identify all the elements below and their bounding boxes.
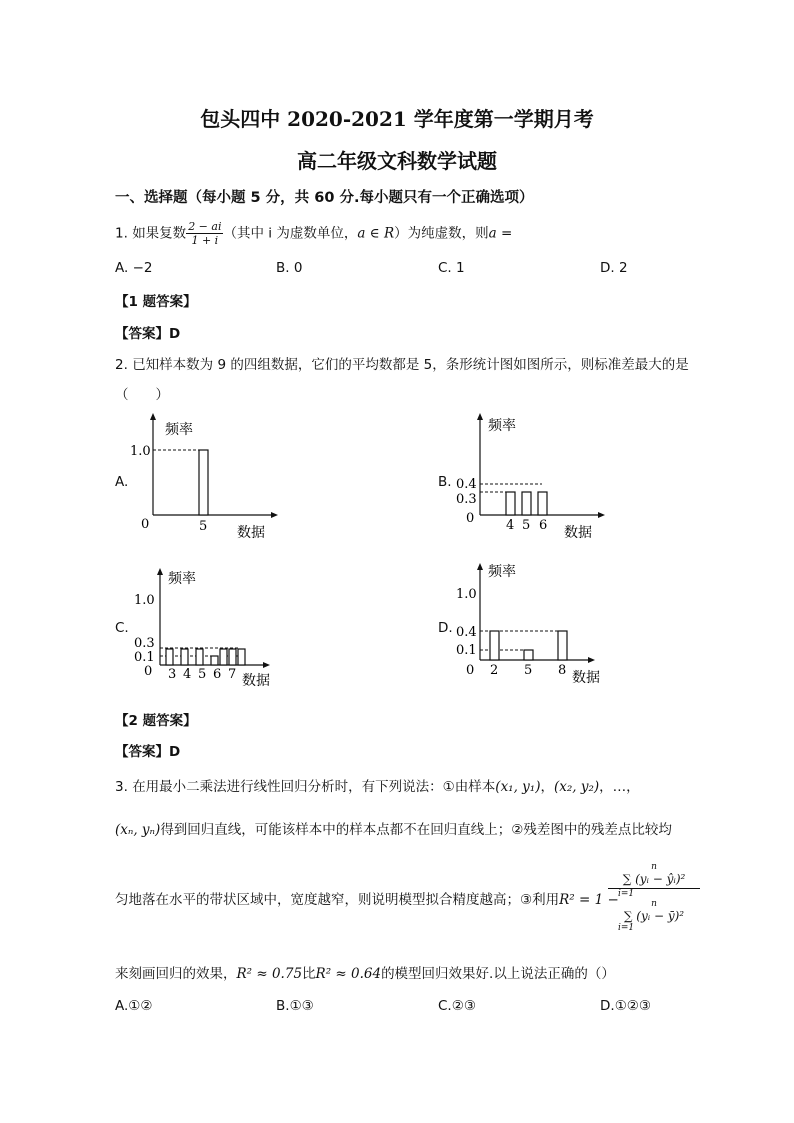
- option-b: B. 0: [276, 260, 303, 276]
- x-tick-label: 3: [168, 667, 177, 682]
- bar: [220, 649, 227, 665]
- question-3-line2: (xₙ, yₙ)得到回归直线，可能该样本中的样本点都不在回归直线上；②残差图中的残差点比较均: [115, 822, 672, 838]
- x-axis-label: 数据: [237, 525, 265, 541]
- x-tick-label: 5: [522, 518, 531, 533]
- x-axis-label: 数据: [564, 525, 592, 541]
- option-a: A.①②: [115, 998, 153, 1014]
- r-squared-fraction: n ∑ (yᵢ − ŷᵢ)² i=1 n ∑ (yᵢ − ȳ)² i=1: [608, 862, 700, 933]
- answer-header: 【1 题答案】: [115, 294, 197, 310]
- option-b: B.①③: [276, 998, 314, 1014]
- x-tick-label: 2: [490, 663, 499, 678]
- chart-a-label: A.: [115, 474, 129, 490]
- question-number: 1.: [115, 225, 128, 242]
- bar: [199, 450, 208, 515]
- chart-b: [452, 410, 612, 545]
- y-tick-label: 0.4: [456, 477, 477, 492]
- y-tick-label: 0.4: [456, 625, 477, 640]
- x-axis-label: 数据: [572, 670, 600, 686]
- x-tick-label: 6: [539, 518, 548, 533]
- option-c: C.②③: [438, 998, 476, 1014]
- y-tick-label: 1.0: [456, 587, 477, 602]
- answer-header: 【2 题答案】: [115, 713, 197, 729]
- bar: [538, 492, 547, 515]
- chart-c: [130, 565, 280, 690]
- origin-label: 0: [144, 664, 153, 679]
- x-axis-label: 数据: [242, 673, 270, 689]
- question-3: 3. 在用最小二乘法进行线性回归分析时，有下列说法：①由样本(x₁, y₁)，(x₂, y₂)，…，: [115, 779, 640, 795]
- origin-label: 0: [466, 663, 475, 678]
- y-tick-label: 0.1: [134, 650, 155, 665]
- x-tick-label: 8: [558, 663, 567, 678]
- origin-label: 0: [141, 517, 150, 532]
- question-3-line3: 匀地落在水平的带状区域中，宽度越窄，则说明模型拟合精度越高；③利用R² = 1 −: [115, 892, 619, 908]
- bar: [211, 656, 218, 665]
- section-heading: 一、选择题（每小题 5 分，共 60 分.每小题只有一个正确选项）: [115, 190, 534, 206]
- question-2-paren: （ ）: [115, 387, 169, 403]
- chart-c-label: C.: [115, 620, 129, 636]
- y-axis-label: 频率: [488, 418, 516, 434]
- option-d: D.①②③: [600, 998, 651, 1014]
- option-a: A. −2: [115, 260, 153, 276]
- x-tick-label: 5: [199, 519, 208, 534]
- bar: [196, 649, 203, 665]
- x-tick-label: 5: [198, 667, 207, 682]
- bar: [490, 631, 499, 660]
- page-title: 包头四中 2020-2021 学年度第一学期月考: [200, 107, 594, 131]
- y-axis-label: 频率: [488, 564, 516, 580]
- bar: [524, 650, 533, 660]
- bar: [506, 492, 515, 515]
- y-axis-label: 频率: [165, 422, 193, 438]
- origin-label: 0: [466, 511, 475, 526]
- answer: 【答案】D: [115, 744, 181, 760]
- x-tick-label: 6: [213, 667, 222, 682]
- y-tick-label: 0.3: [456, 492, 477, 507]
- option-c: C. 1: [438, 260, 465, 276]
- option-d: D. 2: [600, 260, 628, 276]
- bar: [238, 649, 245, 665]
- bar: [558, 631, 567, 660]
- fraction: $\frac{2 - ai}{1 + i}$: [188, 220, 222, 247]
- chart-a: [130, 410, 285, 545]
- y-tick-label: 1.0: [130, 444, 151, 459]
- x-tick-label: 5: [524, 663, 533, 678]
- y-tick-label: 1.0: [134, 593, 155, 608]
- question-1: 1. 如果复数 $\frac{2 - ai}{1 + i}$ （其中 i 为虚数单位，a ∈ R）为纯虚数，则a =: [115, 220, 513, 247]
- bar: [181, 649, 188, 665]
- chart-d: [452, 558, 622, 688]
- bar: [522, 492, 531, 515]
- x-tick-label: 4: [506, 518, 515, 533]
- question-3-line4: 来刻画回归的效果，R² ≈ 0.75比R² ≈ 0.64的模型回归效果好.以上说法正确的（）: [115, 966, 615, 982]
- bar: [166, 649, 173, 665]
- x-tick-label: 4: [183, 667, 192, 682]
- chart-b-label: B.: [438, 474, 452, 490]
- chart-d-label: D.: [438, 620, 453, 636]
- y-tick-label: 0.3: [134, 636, 155, 651]
- y-tick-label: 0.1: [456, 643, 477, 658]
- bar: [229, 649, 236, 665]
- y-axis-label: 频率: [168, 571, 196, 587]
- question-2: 2. 已知样本数为 9 的四组数据，它们的平均数都是 5，条形统计图如图所示，则标准差最大的是: [115, 357, 689, 373]
- answer: 【答案】D: [115, 326, 181, 342]
- x-tick-label: 7: [228, 667, 237, 682]
- page-subtitle: 高二年级文科数学试题: [297, 149, 497, 173]
